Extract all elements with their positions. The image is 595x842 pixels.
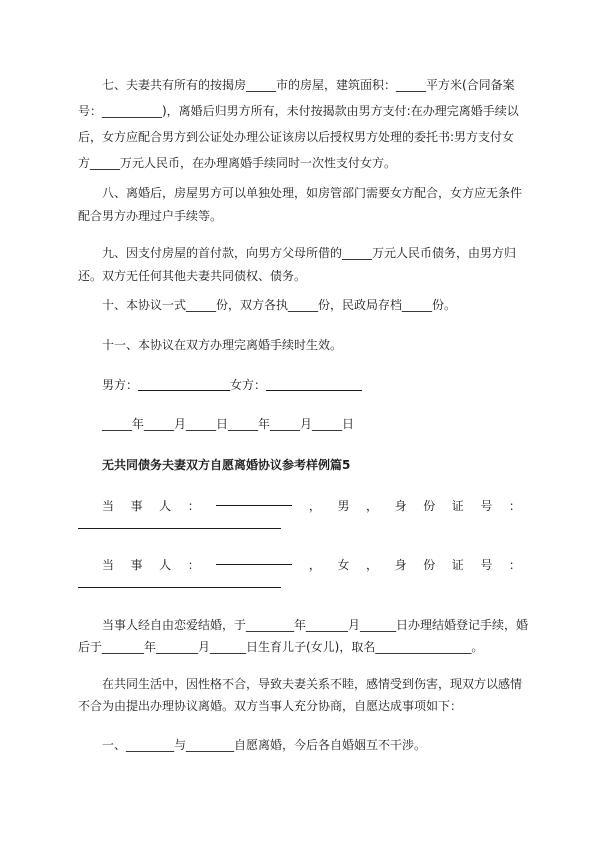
party-2-char: ： [187, 558, 200, 572]
party-2-id-blank [78, 587, 281, 588]
clause-9-line-1: 九、因支付房屋的首付款，向男方父母所借的_____万元人民币债务，由男方归 [102, 246, 517, 260]
clause-7-line-4: 方_____万元人民币，在办理离婚手续同时一次性支付女方。 [78, 156, 397, 170]
party-1-char: ， [366, 499, 379, 513]
female-signature-blank [266, 378, 362, 391]
party-1-char: ： [508, 499, 521, 513]
party-1-char: 当 [102, 499, 115, 513]
clause-7-line-2: 号：__________)，离婚后归男方所有，未付按揭款由男方支付:在办理完离婚手续以 [78, 104, 519, 118]
party-1-char: 证 [451, 499, 464, 513]
party-2-char: 号 [480, 558, 493, 572]
party-1-line [78, 493, 521, 519]
clause-7-line-1: 七、夫妻共有所有的按揭房_____市的房屋，建筑面积：_____平方米(合同备案 [102, 78, 515, 92]
party-1-char: 份 [423, 499, 436, 513]
party-2-line [78, 552, 521, 578]
party-2-char: 证 [451, 558, 464, 572]
clause-11: 十一、本协议在双方办理完离婚手续时生效。 [102, 338, 343, 352]
clause-8-line-1: 八、离婚后，房屋男方可以单独处理，如房管部门需要女方配合，女方应无条件 [102, 186, 523, 200]
clause-10: 十、本协议一式_____份，双方各执_____份，民政局存档_____份。 [102, 298, 457, 312]
party-1-id-blank [78, 528, 281, 529]
party-1-char: 号 [480, 499, 493, 513]
party-2-char: 当 [102, 558, 115, 572]
male-signature-blank [138, 378, 230, 391]
party-1-char: 身 [394, 499, 407, 513]
party-1-char: ， [308, 499, 321, 513]
party-1-char: 事 [130, 499, 143, 513]
clause-9-line-2: 还。双方无任何其他夫妻共同债权、债务。 [78, 269, 307, 283]
item-1: 一、________与________自愿离婚，今后各自婚姻互不干涉。 [102, 738, 427, 752]
reason-line-1: 在共同生活中，因性格不合，导致夫妻关系不睦，感情受到伤害，现双方以感情 [102, 677, 523, 691]
signature-line [78, 372, 523, 398]
party-2-char: 人 [159, 558, 172, 572]
party-2-char: ： [508, 558, 521, 572]
party-2-name-blank [216, 552, 292, 565]
party-2-char: 身 [394, 558, 407, 572]
female-signature-label: 女方： [230, 378, 267, 392]
party-1-char: ： [187, 499, 200, 513]
section-title: 无共同债务夫妻双方自愿离婚协议参考样例篇5 [102, 458, 351, 472]
clause-7-line-3: 后，女方应配合男方到公证处办理公证该房以后授权男方处理的委托书:男方支付女 [78, 130, 515, 144]
party-2-char: 份 [423, 558, 436, 572]
party-1-name-blank [216, 493, 292, 506]
reason-line-2: 不合为由提出办理协议离婚。双方当事人充分协商，自愿达成事项如下： [78, 699, 463, 713]
date-line: _____年_____月_____日_____年_____月_____日 [102, 417, 355, 431]
party-1-char: 人 [159, 499, 172, 513]
party-2-char: ， [308, 558, 321, 572]
marriage-line-1: 当事人经自由恋爱结婚，于________年_______月______日办理结婚登记手续，婚 [102, 618, 529, 632]
marriage-line-2: 后于_______年_______月______日生育儿子(女儿)，取名________________。 [78, 640, 484, 654]
party-2-gender: 女 [337, 558, 350, 572]
party-1-gender: 男 [337, 499, 350, 513]
clause-8-line-2: 配合男方办理过户手续等。 [78, 209, 223, 223]
party-2-char: ， [366, 558, 379, 572]
party-2-char: 事 [130, 558, 143, 572]
male-signature-label: 男方： [102, 378, 139, 392]
